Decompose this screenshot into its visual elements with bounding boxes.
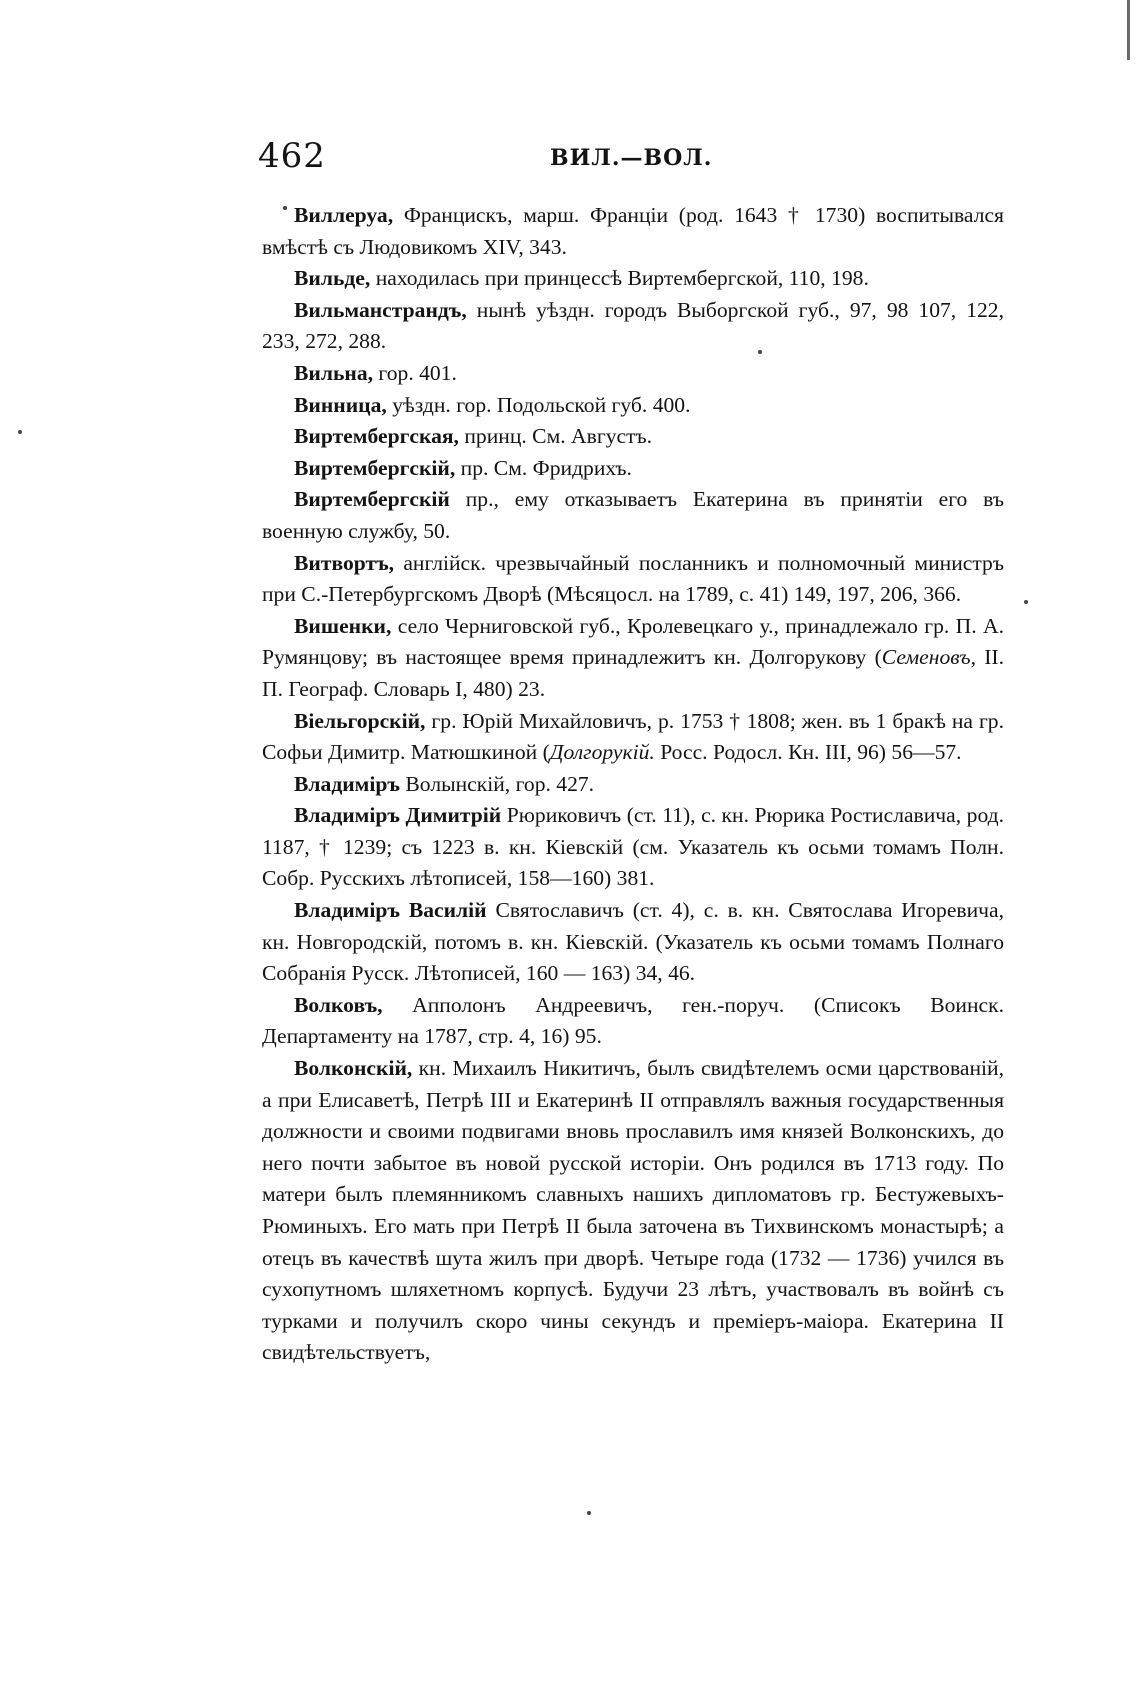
entry-text: пр., ему отказываетъ Екатерина въ принятіи его въ военную службу, 50. [262, 487, 1004, 543]
entry-text: принц. См. Августъ. [458, 424, 653, 449]
entry-text-tail: , II. П. Географ. Словарь I, 480) 23. [262, 645, 1004, 701]
index-entry [262, 263, 1004, 295]
running-head: ВИЛ.—ВОЛ. [550, 145, 713, 171]
entry-text-tail: Росс. Родосл. Кн. III, 96) 56—57. [654, 740, 962, 765]
entry-heading: Витвортъ, [294, 550, 395, 575]
entry-heading: Виртембергскій [294, 487, 450, 512]
entry-heading: Виртембергская, [294, 424, 459, 449]
index-entry [262, 484, 1004, 547]
print-speck [758, 350, 762, 354]
entry-text: Волынскій, гор. 427. [400, 771, 595, 796]
index-entry [262, 358, 1004, 390]
index-entry [262, 706, 1004, 769]
entry-heading: Вильде, [294, 266, 371, 291]
index-entry [262, 548, 1004, 611]
entry-heading: Виллеруа, [294, 203, 394, 227]
entry-heading: Вильна, [294, 360, 374, 385]
index-entry [262, 769, 1004, 801]
index-entry [262, 421, 1004, 453]
index-entries [262, 200, 1004, 1369]
entry-text: кн. Михаилъ Никитичъ, былъ свидѣтелемъ осми царствованій, а при Елисаветѣ, Петрѣ III и Екатеринѣ II отправлялъ важныя государственныя должности и своими подвигами вновь прославилъ имя князей Волконскихъ, до него почти забытое въ новой русской исторіи. Онъ родился въ 1713 году. По матери былъ племянникомъ славныхъ нашихъ дипломатовъ гр. Бестужевыхъ-Рюминыхъ. Его мать при Петрѣ II была заточена въ Тихвинскомъ монастырѣ; а отецъ въ качествѣ шута жилъ при дворѣ. Четыре года (1732 — 1736) учился въ сухопутномъ шляхетномъ корпусѣ. Будучи 23 лѣтъ, участвовалъ въ войнѣ съ турками и получилъ скоро чины секундъ и премiеръ-маiора. Екатерина II свидѣтельствуетъ, [262, 1056, 1004, 1365]
index-entry [262, 895, 1004, 990]
index-entry [262, 295, 1004, 358]
entry-text: гор. 401. [373, 360, 457, 385]
index-entry [262, 1053, 1004, 1369]
index-entry [262, 990, 1004, 1053]
print-speck [18, 430, 22, 434]
entry-text: село Черниговской губ., Кролевецкаго у., принадлежало гр. П. А. Румянцову; въ настоящее время принадлежитъ кн. Долгорукову ( [262, 613, 1004, 670]
entry-text: нынѣ уѣздн. городъ Выборгской губ., 97, 98 107, 122, 233, 272, 288. [262, 297, 1004, 354]
entry-heading: Владиміръ Димитрій [294, 803, 502, 828]
entry-citation-author: Семеновъ [881, 645, 971, 670]
index-entry [262, 800, 1004, 895]
index-entry [262, 200, 1004, 263]
page-number: 462 [258, 136, 326, 176]
print-speck [283, 206, 287, 210]
entry-text: Святославичъ (ст. 4), с. в. кн. Святослава Игоревича, кн. Новгородскій, потомъ в. кн. Кіевскій. (Указатель къ осьми томамъ Полнаго Собранія Русск. Лѣтописей, 160 — 163) 34, 46. [262, 898, 1004, 986]
entry-text: пр. См. Фридрихъ. [455, 455, 632, 480]
entry-heading: Вильманстрандъ, [294, 297, 467, 322]
entry-heading: Вишенки, [294, 613, 392, 638]
entry-heading: Владиміръ [294, 771, 400, 796]
binding-edge [1127, 0, 1130, 60]
page-header [258, 132, 998, 180]
entry-heading: Виртембергскій, [294, 455, 456, 480]
print-speck [1024, 600, 1028, 604]
entry-heading: Волковъ, [294, 992, 383, 1017]
entry-text: гр. Юрій Михайловичъ, р. 1753 † 1808; жен. въ 1 бракѣ на гр. Софьи Димитр. Матюшкиной ( [262, 708, 1004, 765]
entry-citation-author: Долгорукій. [549, 740, 655, 765]
entry-heading: Волконскій, [294, 1056, 413, 1081]
index-entry [262, 390, 1004, 422]
entry-text: Рюриковичъ (ст. 11), с. кн. Рюрика Ростиславича, род. 1187, † 1239; съ 1223 в. кн. Кіевскій (см. Указатель къ осьми томамъ Полн. Собр. Русскихъ лѣтописей, 158—160) 381. [262, 803, 1004, 891]
entry-text: уѣздн. гор. Подольской губ. 400. [386, 392, 691, 417]
print-speck [587, 1511, 591, 1515]
entry-heading: Винница, [294, 392, 387, 417]
entry-heading: Владиміръ Василій [294, 898, 487, 923]
index-entry [262, 611, 1004, 706]
entry-heading: Віельгорскій, [294, 708, 426, 733]
entry-text: находилась при принцессѣ Виртембергской, 110, 198. [370, 266, 869, 291]
entry-text: Францискъ, марш. Франціи (род. 1643 † 1730) воспитывался вмѣстѣ съ Людовикомъ XIV, 343. [262, 203, 1004, 259]
entry-text: англійск. чрезвычайный посланникъ и полномочный министръ при С.-Петербургскомъ Дворѣ (Мѣсяцосл. на 1789, с. 41) 149, 197, 206, 366. [262, 550, 1004, 607]
index-entry [262, 453, 1004, 485]
entry-text: Апполонъ Андреевичъ, ген.-поруч. (Списокъ Воинск. Департаменту на 1787, стр. 4, 16) 95. [262, 992, 1004, 1049]
